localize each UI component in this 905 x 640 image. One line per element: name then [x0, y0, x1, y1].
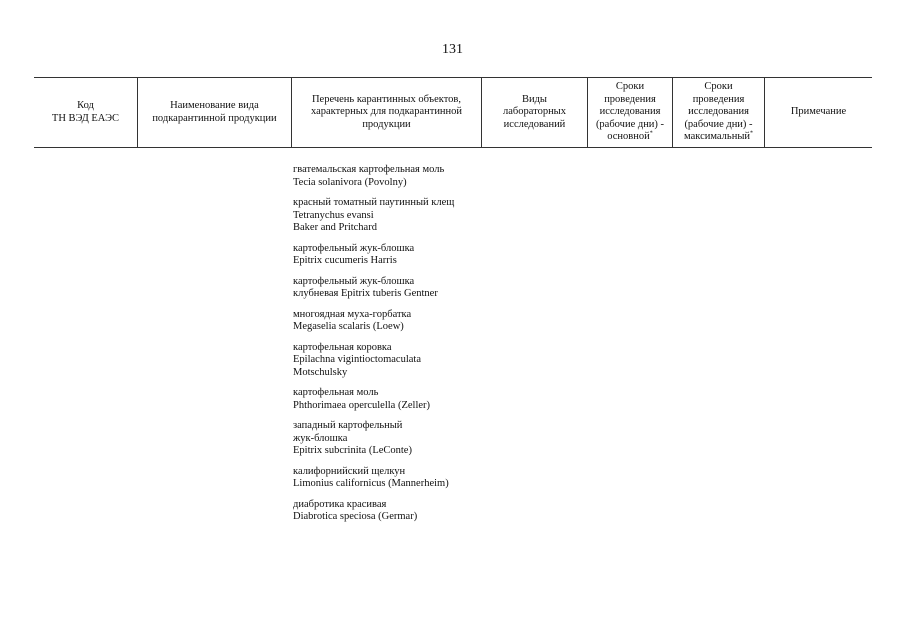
quarantine-object-line: Limonius californicus (Mannerheim)	[293, 478, 449, 489]
header-note	[765, 78, 872, 147]
header-lab-research-text: Виды лабораторных исследований	[502, 93, 566, 130]
quarantine-object-line: красный томатный паутинный клещ	[293, 197, 455, 208]
header-product-name	[138, 78, 292, 147]
header-product-name-text: Наименование вида подкарантинной продукции	[152, 100, 277, 124]
quarantine-object	[293, 276, 503, 301]
quarantine-object-line: Epitrix cucumeris Harris	[293, 255, 397, 266]
table-header	[34, 77, 872, 148]
quarantine-object-line: жук-блошка	[293, 432, 348, 444]
quarantine-object	[293, 243, 503, 268]
quarantine-object	[293, 164, 503, 189]
header-lab-research	[482, 78, 588, 147]
header-term-max	[673, 78, 765, 147]
quarantine-object-line: картофельный жук-блошка	[293, 242, 415, 254]
quarantine-object-line: Megaselia scalaris (Loew)	[293, 321, 404, 332]
header-code-text: Код ТН ВЭД ЕАЭС	[51, 100, 120, 124]
quarantine-object-line: Epilachna vigintioctomaculata	[293, 354, 421, 365]
quarantine-object-line: Tecia solanivora (Povolny)	[293, 176, 407, 188]
quarantine-object	[293, 499, 503, 524]
quarantine-object-line: Tetranychus evansi	[293, 209, 374, 221]
quarantine-object	[293, 342, 503, 380]
header-code	[34, 78, 138, 147]
quarantine-object	[293, 309, 503, 334]
header-term-basic-text: Сроки проведения исследования (рабочие дни) - основной	[595, 81, 665, 143]
quarantine-object	[293, 197, 503, 235]
quarantine-object-line: клубневая Epitrix tuberis Gentner	[293, 288, 438, 299]
quarantine-object-line: диабротика красивая	[293, 498, 387, 510]
header-quarantine-objects	[292, 78, 482, 147]
quarantine-object-line: Motschulsky	[293, 366, 348, 378]
quarantine-object-line: картофельный жук-блошка	[293, 275, 415, 287]
quarantine-objects-list	[293, 164, 503, 532]
header-term-max-mark: *	[750, 130, 753, 137]
quarantine-object-line: картофельная моль	[293, 387, 379, 398]
header-quarantine-objects-text: Перечень карантинных объектов, характерных для подкарантинной продукции	[310, 93, 463, 130]
quarantine-object-line: гватемальская картофельная моль	[293, 164, 445, 175]
quarantine-object-line: калифорнийский щелкун	[293, 465, 406, 477]
quarantine-object-line: Epitrix subcrinita (LeConte)	[293, 445, 412, 456]
header-term-basic	[588, 78, 673, 147]
quarantine-object	[293, 387, 503, 412]
header-term-max-text: Сроки проведения исследования (рабочие дни) - максимальный	[684, 81, 753, 143]
quarantine-object-line: Diabrotica speciosa (Germar)	[293, 511, 418, 522]
quarantine-object-line: Phthorimaea operculella (Zeller)	[293, 399, 431, 411]
header-note-text: Примечание	[790, 106, 847, 118]
page-number: 131	[442, 42, 463, 57]
quarantine-object-line: западный картофельный	[293, 420, 403, 431]
quarantine-object-line: картофельная коровка	[293, 341, 392, 353]
quarantine-object-line: Baker and Pritchard	[293, 222, 377, 233]
quarantine-object-line: многоядная муха-горбатка	[293, 308, 412, 320]
header-term-basic-mark: *	[649, 130, 653, 137]
quarantine-object	[293, 420, 503, 458]
quarantine-object	[293, 466, 503, 491]
